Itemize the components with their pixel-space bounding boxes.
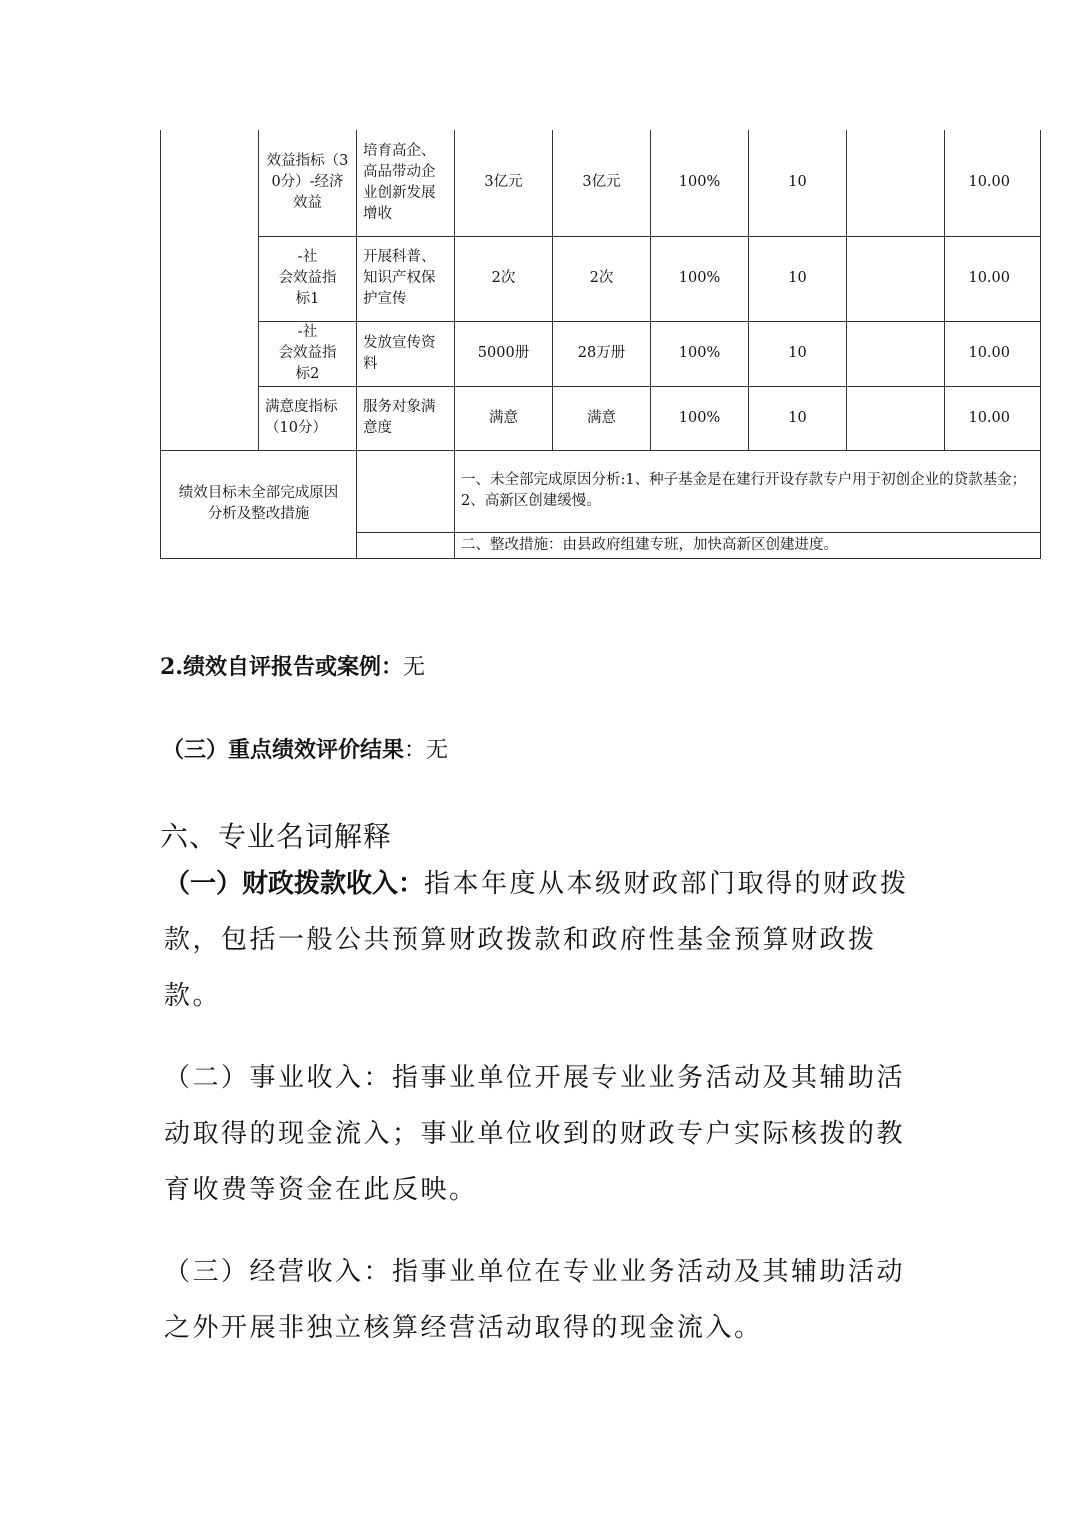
content-cell: 培育高企、高品带动企业创新发展增收: [357, 130, 455, 236]
reason-text-cell: 一、未全部完成原因分析:1、种子基金是在建行开设存款专户用于初创企业的贷款基金；2、高新区创建缓慢。: [455, 450, 1041, 532]
score-cell: 10.00: [945, 236, 1041, 321]
blank-cell: [847, 321, 945, 386]
section-3-label: （三）重点绩效评价结果: [162, 737, 405, 763]
blank-cell: [847, 236, 945, 321]
section-6-title: 六、专业名词解释: [160, 820, 393, 853]
actual-cell: 28万册: [553, 321, 651, 386]
table-row: [161, 321, 1041, 386]
content-cell: 发放宣传资料: [357, 321, 455, 386]
target-cell: 满意: [455, 386, 553, 450]
weight-cell: 10: [749, 130, 847, 236]
rate-cell: 100%: [651, 236, 749, 321]
blank-cell: [357, 532, 455, 558]
term-paragraph: [164, 1050, 924, 1218]
indicator-cell: 满意度指标（10分）: [259, 386, 357, 450]
score-cell: 10.00: [945, 386, 1041, 450]
term-text: （三）经营收入：指事业单位在专业业务活动及其辅助活动之外开展非独立核算经营活动取得的现金流入。: [164, 1257, 906, 1343]
section-3-value: ：无: [404, 738, 449, 763]
score-cell: 10.00: [945, 130, 1041, 236]
target-cell: 3亿元: [455, 130, 553, 236]
weight-cell: 10: [749, 386, 847, 450]
term-text: 指本年度从本级财政部门取得的财政拨款，包括一般公共预算财政拨款和政府性基金预算财政拨款。: [164, 869, 909, 1011]
rate-cell: 100%: [651, 386, 749, 450]
table-row: [161, 236, 1041, 321]
indicator-cell: -社 会效益指 标2: [259, 321, 357, 386]
table-row: [161, 130, 1041, 236]
section-2-value: 无: [402, 655, 425, 680]
rate-cell: 100%: [651, 130, 749, 236]
term-label: （一）财政拨款收入：: [164, 869, 425, 899]
category-cell: [161, 130, 259, 450]
measure-text-cell: 二、整改措施：由县政府组建专班，加快高新区创建进度。: [455, 532, 1041, 558]
section-2-label: 2.绩效自评报告或案例：: [160, 654, 403, 680]
weight-cell: 10: [749, 321, 847, 386]
actual-cell: 满意: [553, 386, 651, 450]
score-cell: 10.00: [945, 321, 1041, 386]
indicator-cell: 效益指标（30分）-经济效益: [259, 130, 357, 236]
table-row: [161, 450, 1041, 532]
content-cell: 服务对象满意度: [357, 386, 455, 450]
actual-cell: 3亿元: [553, 130, 651, 236]
performance-table: [160, 130, 1041, 559]
table-row: [161, 386, 1041, 450]
indicator-cell: -社 会效益指 标1: [259, 236, 357, 321]
rate-cell: 100%: [651, 321, 749, 386]
actual-cell: 2次: [553, 236, 651, 321]
target-cell: 2次: [455, 236, 553, 321]
blank-cell: [847, 386, 945, 450]
blank-cell: [357, 450, 455, 532]
reason-label-cell: 绩效目标未全部完成原因分析及整改措施: [161, 450, 357, 558]
target-cell: 5000册: [455, 321, 553, 386]
blank-cell: [847, 130, 945, 236]
weight-cell: 10: [749, 236, 847, 321]
section-2-heading: [160, 650, 425, 681]
term-text: （二）事业收入：指事业单位开展专业业务活动及其辅助活动取得的现金流入；事业单位收到的财政专户实际核拨的教育收费等资金在此反映。: [164, 1063, 906, 1205]
term-paragraph: [164, 1244, 924, 1356]
section-3-heading: [162, 733, 448, 764]
content-cell: 开展科普、知识产权保护宣传: [357, 236, 455, 321]
term-paragraph: [164, 856, 924, 1024]
